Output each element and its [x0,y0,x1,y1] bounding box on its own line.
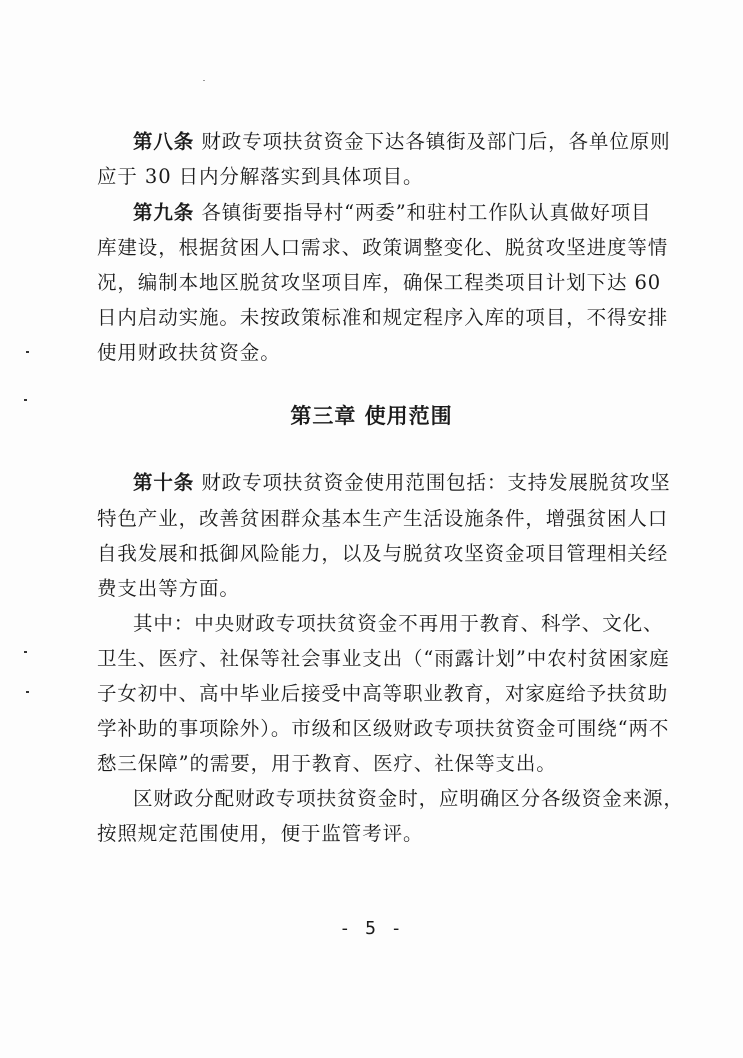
article-9-line-5: 使用财政扶贫资金。 [97,341,281,364]
scan-speck [26,691,29,693]
scan-speck [24,651,27,653]
article-10-text-1: 财政专项扶贫资金使用范围包括：支持发展脱贫攻坚 [201,471,671,494]
article-10-line-2: 特色产业，改善贫困群众基本生产生活设施条件，增强贫困人口 [97,507,669,530]
article-9-line-4: 日内启动实施。未按政策标准和规定程序入库的项目，不得安排 [97,306,669,329]
article-9-line-2: 库建设，根据贫困人口需求、政策调整变化、脱贫攻坚进度等情 [97,236,669,259]
scan-speck [203,80,205,81]
paragraph-2-line-5: 愁三保障”的需要，用于教育、医疗、社保等支出。 [97,752,557,775]
paragraph-2-line-2: 卫生、医疗、社保等社会事业支出（“雨露计划”中农村贫困家庭 [97,647,670,670]
paragraph-2-line-3: 子女初中、高中毕业后接受中高等职业教育，对家庭给予扶贫助 [97,682,669,705]
article-8-text-1: 财政专项扶贫资金下达各镇街及部门后，各单位原则 [201,130,671,153]
article-10-heading: 第十条 [133,471,195,494]
article-8-line-1 [133,129,671,155]
scan-speck [24,399,27,401]
paragraph-3-line-2: 按照规定范围使用，便于监管考评。 [97,822,424,845]
chapter-title: 第三章 使用范围 [290,403,453,428]
article-10-line-1 [133,470,671,496]
article-8-heading: 第八条 [133,130,195,153]
article-9-heading: 第九条 [133,201,195,224]
paragraph-3-line-1: 区财政分配财政专项扶贫资金时，应明确区分各级资金来源， [133,787,684,810]
article-10-line-3: 自我发展和抵御风险能力，以及与脱贫攻坚资金项目管理相关经 [97,542,669,565]
article-9-text-1: 各镇街要指导村“两委”和驻村工作队认真做好项目 [201,201,652,224]
article-9-line-1 [133,200,652,226]
article-10-line-4: 费支出等方面。 [97,577,240,600]
article-9-line-3: 况，编制本地区脱贫攻坚项目库，确保工程类项目计划下达 60 [97,271,662,294]
article-8-line-2: 应于 30 日内分解落实到具体项目。 [97,165,424,188]
page-number: - 5 - [339,918,404,939]
scan-speck [26,351,29,353]
paragraph-2-line-1: 其中：中央财政专项扶贫资金不再用于教育、科学、文化、 [133,612,664,635]
paragraph-2-line-4: 学补助的事项除外）。市级和区级财政专项扶贫资金可围绕“两不 [97,717,670,740]
